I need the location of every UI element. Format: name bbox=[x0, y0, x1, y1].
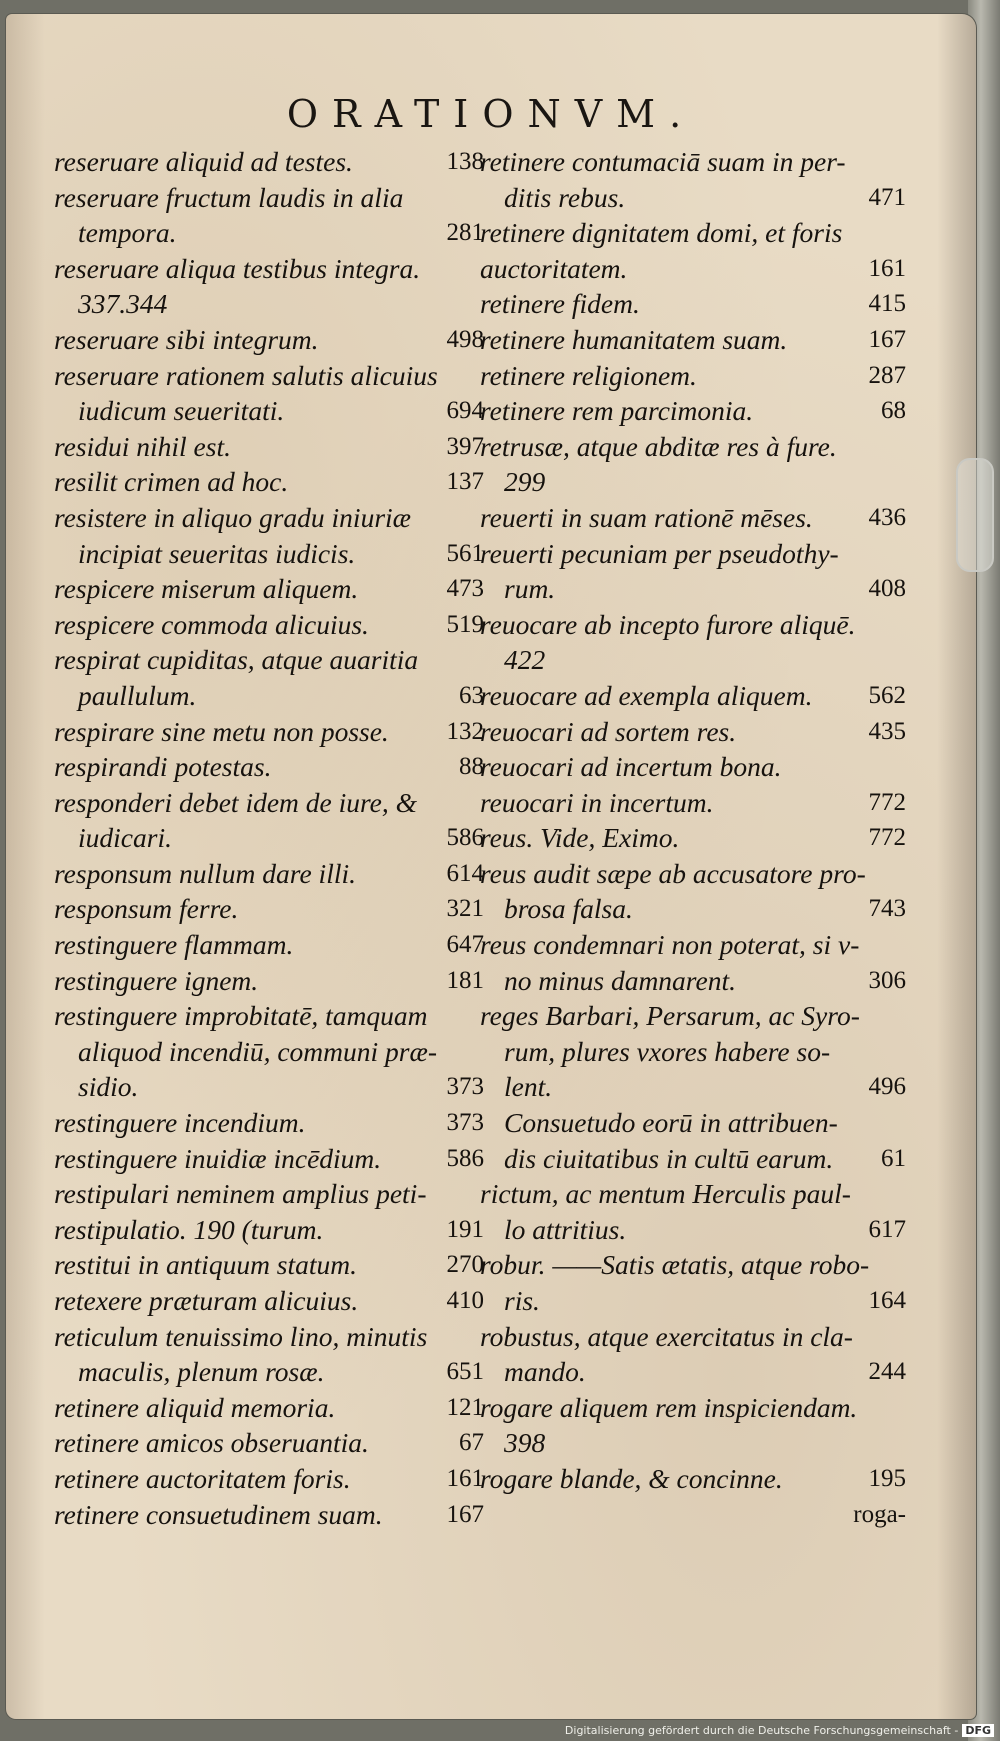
entry-page-number: 408 bbox=[868, 575, 906, 603]
index-entry bbox=[480, 1105, 906, 1141]
entry-page-number: 181 bbox=[446, 966, 484, 994]
index-entry bbox=[54, 1247, 484, 1283]
dfg-logo: DFG bbox=[962, 1724, 994, 1737]
entry-text: restinguere inuidiæ incēdium. bbox=[54, 1142, 382, 1174]
index-entry bbox=[54, 678, 484, 714]
entry-text: rum, plures vxores habere so- bbox=[504, 1035, 831, 1067]
entry-text: reus audit sæpe ab accusatore pro- bbox=[480, 857, 866, 889]
entry-text: retinere dignitatem domi, et foris bbox=[480, 217, 843, 249]
entry-text: no minus damnarent. bbox=[504, 964, 736, 996]
entry-text: tempora. bbox=[78, 217, 177, 249]
right-column bbox=[480, 144, 906, 1532]
index-entry bbox=[54, 820, 484, 856]
index-entry bbox=[54, 856, 484, 892]
entry-text: iudicum seueritati. bbox=[78, 395, 285, 427]
index-entry bbox=[480, 1390, 906, 1426]
entry-text: responderi debet idem de iure, & bbox=[54, 786, 418, 818]
index-entry bbox=[480, 144, 906, 180]
entry-text: robustus, atque exercitatus in cla- bbox=[480, 1320, 853, 1352]
index-entry bbox=[54, 1034, 484, 1070]
index-entry bbox=[480, 785, 906, 821]
entry-text: lo attritius. bbox=[504, 1213, 627, 1245]
index-entry bbox=[54, 144, 484, 180]
entry-page-number: 496 bbox=[868, 1073, 906, 1101]
entry-text: restipulari neminem amplius peti- bbox=[54, 1178, 427, 1210]
index-entry bbox=[480, 963, 906, 999]
index-entry bbox=[54, 464, 484, 500]
entry-text: resilit crimen ad hoc. bbox=[54, 466, 289, 498]
entry-text: mando. bbox=[504, 1356, 586, 1388]
entry-text: retinere religionem. bbox=[480, 359, 697, 391]
index-entry bbox=[54, 251, 484, 287]
entry-text: paullulum. bbox=[78, 679, 197, 711]
entry-text: ditis rebus. bbox=[504, 181, 626, 213]
index-entry bbox=[480, 1425, 906, 1461]
entry-text: auctoritatem. bbox=[480, 252, 628, 284]
entry-page-number: 498 bbox=[446, 325, 484, 353]
index-entry bbox=[480, 820, 906, 856]
entry-page-number: 694 bbox=[446, 397, 484, 425]
entry-text: retinere contumaciā suam in per- bbox=[480, 146, 846, 177]
entry-page-number: 281 bbox=[446, 219, 484, 247]
entry-text: reseruare fructum laudis in alia bbox=[54, 181, 404, 213]
footer-text: Digitalisierung gefördert durch die Deutsche Forschungsgemeinschaft - bbox=[564, 1724, 959, 1737]
entry-page-number: 138 bbox=[446, 148, 484, 175]
index-entry bbox=[54, 607, 484, 643]
entry-text: retinere fidem. bbox=[480, 288, 640, 320]
running-head: ORATIONVM. bbox=[286, 92, 696, 136]
entry-text: resistere in aliquo gradu iniuriæ bbox=[54, 501, 412, 533]
index-entry bbox=[54, 749, 484, 785]
entry-text: responsum ferre. bbox=[54, 893, 239, 925]
entry-page-number: 651 bbox=[446, 1358, 484, 1386]
entry-page-number: 63 bbox=[459, 681, 484, 709]
entry-text: respirandi potestas. bbox=[54, 751, 272, 783]
entry-text: 422 bbox=[504, 644, 546, 676]
index-entry bbox=[480, 1283, 906, 1319]
index-entry bbox=[54, 1176, 484, 1212]
index-entry bbox=[54, 1069, 484, 1105]
index-entry bbox=[54, 1354, 484, 1390]
entry-text: rum. bbox=[504, 573, 556, 605]
index-entry bbox=[480, 1034, 906, 1070]
entry-text: dis ciuitatibus in cultū earum. bbox=[504, 1142, 834, 1174]
entry-page-number: 373 bbox=[446, 1109, 484, 1137]
index-entry bbox=[480, 891, 906, 927]
entry-page-number: 617 bbox=[868, 1215, 906, 1243]
entry-page-number: 415 bbox=[868, 290, 906, 318]
entry-text: retinere amicos obseruantia. bbox=[54, 1427, 369, 1459]
index-entry bbox=[54, 927, 484, 963]
entry-text: reuocari in incertum. bbox=[480, 786, 714, 818]
entry-text: lent. bbox=[504, 1071, 553, 1103]
entry-page-number: 167 bbox=[868, 325, 906, 353]
entry-page-number: 562 bbox=[868, 681, 906, 709]
index-entry bbox=[480, 393, 906, 429]
entry-page-number: 195 bbox=[868, 1464, 906, 1492]
index-entry bbox=[480, 1069, 906, 1105]
entry-text: rogare blande, & concinne. bbox=[480, 1462, 783, 1494]
entry-page-number: 397 bbox=[446, 432, 484, 460]
index-entry bbox=[480, 678, 906, 714]
entry-text: retinere aliquid memoria. bbox=[54, 1391, 336, 1423]
index-entry bbox=[54, 998, 484, 1034]
index-entry bbox=[54, 1319, 484, 1355]
entry-text: reuocari ad incertum bona. bbox=[480, 751, 782, 783]
entry-text: residui nihil est. bbox=[54, 430, 231, 462]
entry-text: reuocari ad sortem res. bbox=[480, 715, 737, 747]
index-entry bbox=[480, 429, 906, 465]
index-entry bbox=[54, 1461, 484, 1497]
index-entry bbox=[480, 714, 906, 750]
entry-text: reseruare aliqua testibus integra. bbox=[54, 252, 421, 284]
left-column bbox=[54, 144, 484, 1532]
entry-text: reseruare rationem salutis alicuius bbox=[54, 359, 438, 391]
index-entry bbox=[54, 642, 484, 678]
entry-text: reseruare sibi integrum. bbox=[54, 323, 319, 355]
entry-page-number: 137 bbox=[446, 468, 484, 496]
index-entry bbox=[54, 891, 484, 927]
entry-text: reus condemnari non poterat, si v- bbox=[480, 929, 860, 961]
index-entry bbox=[480, 1354, 906, 1390]
entry-text: reseruare aliquid ad testes. bbox=[54, 146, 353, 177]
index-entry bbox=[480, 1141, 906, 1177]
index-entry bbox=[54, 963, 484, 999]
index-entry bbox=[54, 215, 484, 251]
entry-text: brosa falsa. bbox=[504, 893, 633, 925]
index-entry bbox=[54, 1425, 484, 1461]
entry-text: retrusæ, atque abditæ res à fure. bbox=[480, 430, 837, 462]
index-entry bbox=[54, 358, 484, 394]
index-entry bbox=[480, 1176, 906, 1212]
entry-page-number: 121 bbox=[446, 1393, 484, 1421]
index-entry bbox=[54, 714, 484, 750]
index-entry bbox=[54, 1283, 484, 1319]
entry-page-number: 519 bbox=[446, 610, 484, 638]
entry-page-number: 614 bbox=[446, 859, 484, 887]
index-entry bbox=[480, 1247, 906, 1283]
entry-page-number: 647 bbox=[446, 931, 484, 959]
index-entry bbox=[54, 1141, 484, 1177]
entry-text: restinguere flammam. bbox=[54, 929, 294, 961]
entry-page-number: 67 bbox=[459, 1429, 484, 1457]
entry-text: respirat cupiditas, atque auaritia bbox=[54, 644, 419, 676]
entry-page-number: 306 bbox=[868, 966, 906, 994]
entry-page-number: roga- bbox=[853, 1500, 906, 1528]
entry-text: restitui in antiquum statum. bbox=[54, 1249, 358, 1281]
entry-page-number: 61 bbox=[881, 1144, 906, 1172]
entry-text: reuocare ab incepto furore aliquē. bbox=[480, 608, 856, 640]
entry-text: respicere commoda alicuius. bbox=[54, 608, 369, 640]
entry-text: rictum, ac mentum Herculis paul- bbox=[480, 1178, 851, 1210]
entry-text: iudicari. bbox=[78, 822, 172, 854]
entry-text: Consuetudo eorū in attribuen- bbox=[504, 1107, 838, 1139]
index-entry bbox=[480, 1212, 906, 1248]
index-entry bbox=[480, 464, 906, 500]
entry-page-number: 410 bbox=[446, 1287, 484, 1314]
entry-page-number: 167 bbox=[446, 1500, 484, 1528]
entry-page-number: 161 bbox=[868, 254, 906, 282]
entry-page-number: 473 bbox=[446, 575, 484, 603]
index-entry bbox=[54, 785, 484, 821]
index-entry bbox=[480, 500, 906, 536]
entry-page-number: 586 bbox=[446, 1144, 484, 1172]
entry-text: incipiat seueritas iudicis. bbox=[78, 537, 356, 569]
index-entry bbox=[480, 251, 906, 287]
entry-page-number: 586 bbox=[446, 824, 484, 852]
index-entry bbox=[54, 286, 484, 322]
entry-text: robur. ——Satis ætatis, atque robo- bbox=[480, 1249, 870, 1281]
index-entry bbox=[54, 393, 484, 429]
entry-page-number: 471 bbox=[868, 183, 906, 211]
index-entry bbox=[480, 322, 906, 358]
index-entry bbox=[54, 1105, 484, 1141]
index-entry bbox=[480, 607, 906, 643]
entry-page-number: 132 bbox=[446, 717, 484, 745]
index-entry bbox=[54, 571, 484, 607]
entry-page-number: 164 bbox=[868, 1287, 906, 1314]
entry-text: sidio. bbox=[78, 1071, 139, 1103]
entry-text: rogare aliquem rem inspiciendam. bbox=[480, 1391, 858, 1423]
entry-page-number: 321 bbox=[446, 895, 484, 923]
entry-page-number: 270 bbox=[446, 1251, 484, 1279]
entry-text: reges Barbari, Persarum, ac Syro- bbox=[480, 1000, 860, 1032]
index-entry bbox=[480, 536, 906, 572]
index-entry bbox=[54, 180, 484, 216]
entry-text: aliquod incendiū, communi præ- bbox=[78, 1035, 437, 1067]
index-entry bbox=[480, 927, 906, 963]
entry-text: retinere consuetudinem suam. bbox=[54, 1498, 383, 1530]
entry-text: reuerti pecuniam per pseudothy- bbox=[480, 537, 839, 569]
entry-text: retinere rem parcimonia. bbox=[480, 395, 754, 427]
index-entry bbox=[54, 1497, 484, 1533]
entry-text: responsum nullum dare illi. bbox=[54, 857, 356, 889]
entry-text: maculis, plenum rosæ. bbox=[78, 1356, 325, 1388]
entry-text: restinguere incendium. bbox=[54, 1107, 306, 1139]
index-entry bbox=[480, 215, 906, 251]
index-entry bbox=[480, 571, 906, 607]
entry-text: reuerti in suam rationē mēses. bbox=[480, 501, 813, 533]
entry-page-number: 436 bbox=[868, 503, 906, 531]
entry-page-number: 68 bbox=[881, 397, 906, 425]
entry-text: 398 bbox=[504, 1427, 546, 1459]
entry-page-number: 772 bbox=[868, 788, 906, 816]
entry-text: reus. Vide, Eximo. bbox=[480, 822, 680, 854]
index-entry bbox=[480, 286, 906, 322]
page-clip bbox=[956, 458, 994, 572]
index-entry bbox=[480, 856, 906, 892]
entry-text: 299 bbox=[504, 466, 546, 498]
index-entry bbox=[480, 642, 906, 678]
index-entry bbox=[480, 1319, 906, 1355]
index-entry bbox=[480, 180, 906, 216]
entry-page-number: 772 bbox=[868, 824, 906, 852]
digitization-footer bbox=[565, 1724, 994, 1737]
index-entry bbox=[54, 322, 484, 358]
index-entry bbox=[54, 1390, 484, 1426]
index-entry bbox=[480, 998, 906, 1034]
entry-page-number: 88 bbox=[459, 753, 484, 781]
entry-page-number: 743 bbox=[868, 895, 906, 923]
entry-text: restipulatio. 190 (turum. bbox=[54, 1213, 324, 1245]
index-entry bbox=[54, 536, 484, 572]
entry-page-number: 191 bbox=[446, 1215, 484, 1243]
entry-page-number: 435 bbox=[868, 717, 906, 745]
entry-text: respicere miserum aliquem. bbox=[54, 573, 359, 605]
book-page bbox=[6, 14, 976, 1719]
entry-page-number: 287 bbox=[868, 361, 906, 389]
entry-text: retexere præturam alicuius. bbox=[54, 1285, 359, 1316]
entry-page-number: 244 bbox=[868, 1358, 906, 1386]
entry-page-number: 161 bbox=[446, 1464, 484, 1492]
index-entry bbox=[54, 429, 484, 465]
entry-text: reticulum tenuissimo lino, minutis bbox=[54, 1320, 428, 1352]
index-entry bbox=[480, 749, 906, 785]
index-entry bbox=[480, 358, 906, 394]
index-entry bbox=[54, 1212, 484, 1248]
index-entry bbox=[54, 500, 484, 536]
entry-page-number: 373 bbox=[446, 1073, 484, 1101]
entry-text: retinere auctoritatem foris. bbox=[54, 1462, 351, 1494]
entry-text: restinguere improbitatē, tamquam bbox=[54, 1000, 428, 1032]
entry-text: ris. bbox=[504, 1285, 540, 1316]
entry-text: reuocare ad exempla aliquem. bbox=[480, 679, 813, 711]
entry-text: restinguere ignem. bbox=[54, 964, 259, 996]
index-entry bbox=[480, 1497, 906, 1533]
index-entry bbox=[480, 1461, 906, 1497]
entry-text: respirare sine metu non posse. bbox=[54, 715, 389, 747]
entry-text: retinere humanitatem suam. bbox=[480, 323, 788, 355]
entry-text: 337.344 bbox=[78, 288, 168, 320]
entry-page-number: 561 bbox=[446, 539, 484, 567]
